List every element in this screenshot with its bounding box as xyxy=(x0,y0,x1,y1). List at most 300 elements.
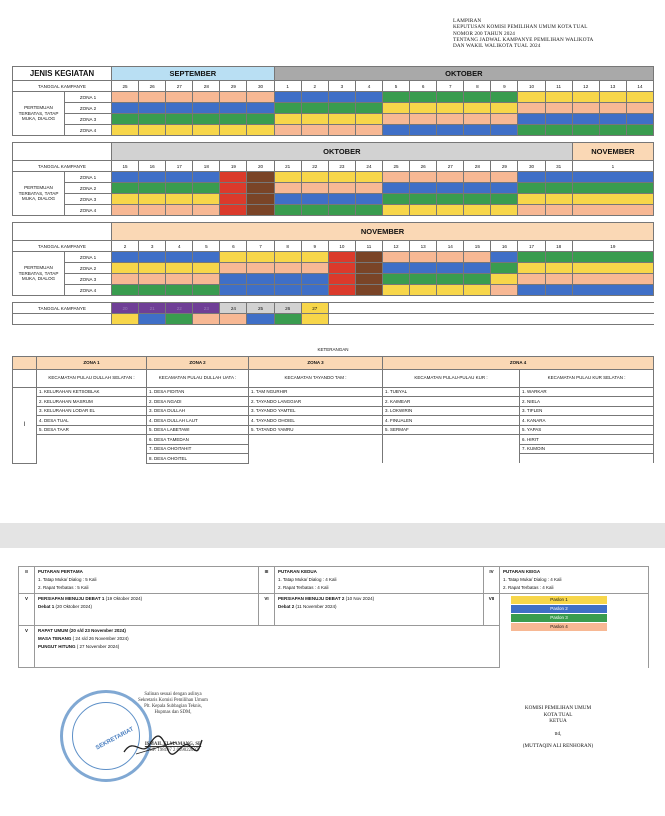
date-cell: 10 xyxy=(328,241,355,252)
schedule-cell-green xyxy=(545,183,572,194)
kpu-signature-block xyxy=(498,705,618,750)
schedule-cell-brown xyxy=(355,285,382,296)
date-cell: 24 xyxy=(220,303,247,314)
schedule-cell-orange xyxy=(572,205,653,216)
zone-label: ZONA 3 xyxy=(65,194,112,205)
zone-label: ZONA 2 xyxy=(65,183,112,194)
schedule-cell-orange xyxy=(355,183,382,194)
village-cell: 2. KAIMEAR xyxy=(383,397,520,407)
schedule-cell-orange xyxy=(437,172,464,183)
schedule-cell-blue xyxy=(572,172,653,183)
schedule-cell-orange xyxy=(464,252,491,263)
schedule-cell-yellow xyxy=(410,103,437,114)
schedule-cell-green xyxy=(193,183,220,194)
schedule-cell-blue xyxy=(139,103,166,114)
date-cell: 26 xyxy=(274,303,301,314)
debat-1-label-date: (20 Oktober 2024) xyxy=(55,604,93,609)
schedule-cell-orange xyxy=(410,172,437,183)
schedule-cell-blue xyxy=(220,103,247,114)
spacer-row xyxy=(13,136,654,143)
schedule-cell-orange xyxy=(220,263,247,274)
schedule-cell-orange xyxy=(383,252,410,263)
schedule-cell-yellow xyxy=(464,205,491,216)
village-cell: 5. YAPAS xyxy=(520,425,654,435)
date-cell: 10 xyxy=(518,81,545,92)
schedule-cell-yellow xyxy=(572,194,653,205)
zone-label: ZONA 2 xyxy=(65,103,112,114)
schedule-cell-brown xyxy=(355,274,382,285)
roman-vii: VII xyxy=(484,594,500,626)
date-cell: 20 xyxy=(247,161,274,172)
schedule-cell-green xyxy=(491,92,518,103)
schedule-cell-green xyxy=(383,92,410,103)
schedule-cell-yellow xyxy=(491,205,518,216)
date-cell: 28 xyxy=(193,81,220,92)
tanggal-kampanye-label: TANGGAL KAMPANYE xyxy=(13,241,112,252)
roman-v-second: V xyxy=(19,626,35,668)
village-cell xyxy=(383,435,520,445)
schedule-cell-yellow xyxy=(193,263,220,274)
schedule-cell-orange xyxy=(112,205,139,216)
schedule-cell-green xyxy=(518,125,545,136)
schedule-cell-blue xyxy=(464,183,491,194)
schedule-cell-yellow xyxy=(301,172,328,183)
schedule-cell-orange xyxy=(410,252,437,263)
schedule-cell-yellow xyxy=(545,194,572,205)
date-cell: 29 xyxy=(491,161,518,172)
schedule-cell-green xyxy=(599,125,626,136)
schedule-cell-green xyxy=(518,183,545,194)
date-cell: 21 xyxy=(139,303,166,314)
date-cell: 19 xyxy=(220,161,247,172)
schedule-cell-green xyxy=(355,205,382,216)
schedule-cell-orange xyxy=(328,125,355,136)
schedule-cell-yellow xyxy=(220,252,247,263)
schedule-cell-yellow xyxy=(464,285,491,296)
debat-2-title: PERSIAPAN MENUJU DEBAT 2 xyxy=(278,596,345,601)
schedule-cell-blue xyxy=(545,172,572,183)
schedule-cell-green xyxy=(166,183,193,194)
schedule-cell-blue xyxy=(247,314,274,325)
schedule-cell-red xyxy=(220,172,247,183)
date-cell: 25 xyxy=(112,81,139,92)
zone-header: ZONA 1 xyxy=(37,356,147,369)
schedule-cell-yellow xyxy=(518,263,545,274)
village-cell: 3. TAYANDO YAMTEL xyxy=(249,406,383,416)
schedule-cell-yellow xyxy=(491,103,518,114)
salinan-name: ISMAIL ELMAMANG, SE xyxy=(144,742,202,747)
schedule-cell-orange xyxy=(247,263,274,274)
schedule-cell-orange xyxy=(193,92,220,103)
schedule-cell-yellow xyxy=(626,92,653,103)
date-cell: 27 xyxy=(166,81,193,92)
schedule-cell-yellow xyxy=(410,285,437,296)
debat-1-label: Debat 1 xyxy=(38,604,55,609)
spacer-row xyxy=(13,296,654,303)
schedule-cell-green xyxy=(572,125,599,136)
schedule-cell-blue xyxy=(328,92,355,103)
date-cell: 2 xyxy=(112,241,139,252)
schedule-cell-yellow xyxy=(437,285,464,296)
schedule-cell-blue xyxy=(220,274,247,285)
schedule-cell-yellow xyxy=(355,114,382,125)
schedule-cell-yellow xyxy=(274,172,301,183)
schedule-cell-blue xyxy=(518,285,545,296)
date-cell: 13 xyxy=(599,81,626,92)
putaran-kedua xyxy=(275,567,484,594)
date-cell: 11 xyxy=(355,241,382,252)
date-cell: 18 xyxy=(193,161,220,172)
handwritten-signature-icon xyxy=(116,732,206,760)
schedule-cell-orange xyxy=(247,92,274,103)
schedule-cell-green xyxy=(464,274,491,285)
schedule-cell-blue xyxy=(572,114,599,125)
date-cell: 3 xyxy=(139,241,166,252)
schedule-table xyxy=(12,66,654,325)
schedule-cell-brown xyxy=(247,172,274,183)
schedule-cell-blue xyxy=(112,172,139,183)
village-cell xyxy=(383,454,520,464)
schedule-cell-orange xyxy=(545,103,572,114)
date-cell: 1 xyxy=(572,161,653,172)
date-cell: 15 xyxy=(112,161,139,172)
date-cell: 4 xyxy=(355,81,382,92)
tanggal-kampanye-label: TANGGAL KAMPANYE xyxy=(13,81,112,92)
schedule-cell-orange xyxy=(139,274,166,285)
zone-header: ZONA 3 xyxy=(249,356,383,369)
debat-2 xyxy=(275,594,484,626)
date-cell: 28 xyxy=(464,161,491,172)
paslon-legend xyxy=(500,594,649,668)
schedule-cell-blue xyxy=(464,125,491,136)
schedule-cell-blue xyxy=(437,125,464,136)
schedule-cell-red xyxy=(220,183,247,194)
schedule-cell-yellow xyxy=(328,114,355,125)
schedule-cell-green xyxy=(112,114,139,125)
kecamatan-header: KECAMATAN PULAU DULLAH SELATAN : xyxy=(37,369,147,387)
schedule-cell-green xyxy=(328,205,355,216)
village-cell: 4. FINUALEN xyxy=(383,416,520,426)
schedule-cell-yellow xyxy=(383,205,410,216)
schedule-cell-blue xyxy=(247,274,274,285)
schedule-cell-yellow xyxy=(572,263,653,274)
schedule-cell-orange xyxy=(437,114,464,125)
zone-label: ZONA 2 xyxy=(65,263,112,274)
schedule-cell-orange xyxy=(491,172,518,183)
schedule-cell-blue xyxy=(193,103,220,114)
schedule-cell-green xyxy=(301,205,328,216)
village-cell xyxy=(249,454,383,464)
schedule-cell-green xyxy=(437,274,464,285)
schedule-cell-blue xyxy=(112,252,139,263)
roman-iii: III xyxy=(259,567,275,594)
village-cell: 3. LOKWIRIN xyxy=(383,406,520,416)
schedule-cell-yellow xyxy=(112,194,139,205)
schedule-cell-orange xyxy=(112,92,139,103)
schedule-cell-green xyxy=(193,114,220,125)
schedule-cell-yellow xyxy=(437,205,464,216)
header-line: LAMPIRAN xyxy=(453,18,482,24)
date-cell: 14 xyxy=(626,81,653,92)
month-header: SEPTEMBER xyxy=(112,67,275,81)
date-cell: 16 xyxy=(139,161,166,172)
schedule-cell-blue xyxy=(247,285,274,296)
kegiatan-label: PERTEMUAN TERBATAS, TATAP MUKA, DIALOG xyxy=(13,92,65,136)
schedule-cell-orange xyxy=(572,274,653,285)
schedule-cell-orange xyxy=(274,263,301,274)
putaran-pertama xyxy=(35,567,259,594)
putaran-line: 1. Tatap Muka/ Dialog : 4 Kali xyxy=(503,577,562,582)
schedule-cell-blue xyxy=(410,183,437,194)
schedule-cell-yellow xyxy=(274,252,301,263)
schedule-cell-green xyxy=(112,285,139,296)
schedule-cell-red xyxy=(328,263,355,274)
schedule-cell-blue xyxy=(545,285,572,296)
schedule-cell-green xyxy=(545,125,572,136)
header-line: KEPUTUSAN KOMISI PEMILIHAN UMUM KOTA TUAL xyxy=(453,24,588,31)
schedule-cell-green xyxy=(193,285,220,296)
village-cell: 1. KELURAHAN KETSOBLAK xyxy=(37,387,147,397)
schedule-cell-orange xyxy=(518,274,545,285)
date-cell: 5 xyxy=(193,241,220,252)
schedule-cell-red xyxy=(328,285,355,296)
putaran-kedua-title: PUTARAN KEDUA xyxy=(278,569,317,574)
date-cell: 22 xyxy=(166,303,193,314)
schedule-cell-brown xyxy=(247,205,274,216)
header-line: DAN WAKIL WALIKOTA TUAL 2024 xyxy=(453,43,541,50)
schedule-cell-blue xyxy=(410,263,437,274)
village-cell xyxy=(383,444,520,454)
schedule-cell-blue xyxy=(626,114,653,125)
debat-2-label: Debat 2 xyxy=(278,604,295,609)
village-cell: 1. DESA FIDITAN xyxy=(147,387,249,397)
schedule-cell-orange xyxy=(491,114,518,125)
paslon-2-swatch: Paslon 2 xyxy=(511,605,607,613)
schedule-cell-blue xyxy=(193,172,220,183)
rapat-umum: RAPAT UMUM (20 s/d 23 November 2024) xyxy=(38,628,126,633)
kecamatan-header: KECAMATAN PULAU KUR SELATAN : xyxy=(520,369,654,387)
schedule-cell-blue xyxy=(193,252,220,263)
schedule-cell-orange xyxy=(437,252,464,263)
schedule-cell-blue xyxy=(355,194,382,205)
schedule-cell-orange xyxy=(193,205,220,216)
schedule-cell-green xyxy=(139,114,166,125)
schedule-cell-blue xyxy=(545,114,572,125)
schedule-cell-yellow xyxy=(139,263,166,274)
village-cell xyxy=(249,444,383,454)
schedule-cell-yellow xyxy=(112,314,139,325)
salinan-line: Salinan sesuai dengan aslinya xyxy=(144,692,202,697)
schedule-cell-orange xyxy=(599,103,626,114)
schedule-cell-yellow xyxy=(301,252,328,263)
zone-label: ZONA 4 xyxy=(65,125,112,136)
schedule-cell-yellow xyxy=(301,314,328,325)
keterangan-title: KETERANGAN xyxy=(317,347,349,353)
schedule-cell-orange xyxy=(328,183,355,194)
schedule-cell-orange xyxy=(626,103,653,114)
schedule-cell-orange xyxy=(464,114,491,125)
schedule-cell-green xyxy=(166,314,193,325)
schedule-cell-green xyxy=(464,194,491,205)
schedule-cell-yellow xyxy=(410,205,437,216)
schedule-cell-orange xyxy=(518,205,545,216)
schedule-cell-blue xyxy=(274,285,301,296)
schedule-cell-blue xyxy=(274,92,301,103)
zone-label: ZONA 1 xyxy=(65,92,112,103)
schedule-cell-blue xyxy=(139,252,166,263)
date-cell: 2 xyxy=(301,81,328,92)
kpu-ketua-name: (MUTTAQIN ALI RENHORAN) xyxy=(522,743,594,750)
kpu-line: KOMISI PEMILIHAN UMUM xyxy=(524,705,592,711)
schedule-cell-green xyxy=(410,194,437,205)
date-cell: 14 xyxy=(437,241,464,252)
header-line: NOMOR 200 TAHUN 2024 xyxy=(453,30,516,37)
schedule-cell-brown xyxy=(247,194,274,205)
kegiatan-label: PERTEMUAN TERBATAS, TATAP MUKA, DIALOG xyxy=(13,172,65,216)
schedule-cell-orange xyxy=(274,183,301,194)
schedule-cell-yellow xyxy=(437,103,464,114)
roman-v: V xyxy=(19,594,35,626)
village-cell xyxy=(37,435,147,445)
date-cell: 20 xyxy=(112,303,139,314)
schedule-cell-green xyxy=(491,194,518,205)
debat-2-date: (10 Nov 2024) xyxy=(345,596,375,601)
village-cell: 2. KELURAHAN MASRUM xyxy=(37,397,147,407)
village-cell: 7. DESA OHOITAHIT xyxy=(147,444,249,454)
village-cell: 6. DESA TAMEDAN xyxy=(147,435,249,445)
schedule-cell-brown xyxy=(247,183,274,194)
schedule-cell-green xyxy=(328,103,355,114)
zone-header: ZONA 2 xyxy=(147,356,249,369)
zone-label: ZONA 1 xyxy=(65,252,112,263)
seal-text: SEKRETARIAT xyxy=(95,726,135,752)
schedule-cell-blue xyxy=(599,114,626,125)
schedule-cell-green xyxy=(572,252,653,263)
schedule-cell-blue xyxy=(491,252,518,263)
schedule-cell-yellow xyxy=(355,172,382,183)
date-cell: 9 xyxy=(491,81,518,92)
paslon-1-swatch: Paslon 1 xyxy=(511,596,607,604)
schedule-cell-green xyxy=(301,103,328,114)
schedule-cell-green xyxy=(166,285,193,296)
date-cell: 12 xyxy=(572,81,599,92)
date-cell: 25 xyxy=(383,161,410,172)
schedule-cell-blue xyxy=(464,263,491,274)
schedule-cell-blue xyxy=(572,285,653,296)
schedule-cell-yellow xyxy=(247,125,274,136)
schedule-cell-green xyxy=(518,252,545,263)
schedule-cell-orange xyxy=(220,92,247,103)
date-cell: 12 xyxy=(383,241,410,252)
schedule-cell-green xyxy=(220,114,247,125)
schedule-cell-yellow xyxy=(518,194,545,205)
putaran-line: 1. Tatap Muka/ Dialog : 5 Kali xyxy=(38,577,97,582)
date-cell: 7 xyxy=(247,241,274,252)
village-cell: 2. DESA NGADI xyxy=(147,397,249,407)
schedule-cell-yellow xyxy=(491,274,518,285)
salinan-nip: NIP. 198107 2 009022007 xyxy=(147,748,199,753)
date-cell: 6 xyxy=(220,241,247,252)
schedule-cell-blue xyxy=(301,274,328,285)
debat-1-title: PERSIAPAN MENUJU DEBAT 1 xyxy=(38,596,105,601)
date-cell: 16 xyxy=(491,241,518,252)
village-cell: 5. TATANDO YAMRU xyxy=(249,425,383,435)
schedule-cell-blue xyxy=(139,314,166,325)
salinan-line: Plt. Kepala Subbagian Teknis, xyxy=(144,704,202,709)
schedule-cell-red xyxy=(328,274,355,285)
date-cell: 24 xyxy=(355,161,382,172)
schedule-cell-orange xyxy=(383,172,410,183)
roman-vi: VI xyxy=(259,594,275,626)
schedule-cell-orange xyxy=(301,125,328,136)
schedule-cell-green xyxy=(112,183,139,194)
date-cell: 18 xyxy=(545,241,572,252)
month-header: NOVEMBER xyxy=(112,223,654,241)
putaran-ketiga xyxy=(500,567,649,594)
kecamatan-header: KECAMATAN PULAU-PULAU KUR : xyxy=(383,369,520,387)
schedule-cell-blue xyxy=(383,125,410,136)
date-cell: 8 xyxy=(464,81,491,92)
putaran-line: 2. Rapat Terbatas : 4 Kali xyxy=(278,585,329,590)
schedule-cell-yellow xyxy=(112,125,139,136)
schedule-cell-green xyxy=(437,92,464,103)
village-cell: 4. KANARA xyxy=(520,416,654,426)
date-cell: 31 xyxy=(545,161,572,172)
schedule-cell-yellow xyxy=(274,114,301,125)
schedule-cell-green xyxy=(626,125,653,136)
schedule-cell-green xyxy=(572,183,653,194)
village-cell: 2. TAYANDO LANGGIAR xyxy=(249,397,383,407)
date-cell: 29 xyxy=(220,81,247,92)
schedule-cell-blue xyxy=(166,172,193,183)
schedule-cell-blue xyxy=(518,172,545,183)
schedule-cell-blue xyxy=(383,183,410,194)
bottom-info-table xyxy=(18,566,649,668)
masa-tenang-date: ( 24 s/d 26 November 2024) xyxy=(72,636,129,641)
date-cell: 19 xyxy=(572,241,653,252)
village-cell xyxy=(520,454,654,464)
kecamatan-header: KECAMATAN PULAU DULLAH UATA : xyxy=(147,369,249,387)
document-header xyxy=(453,18,658,49)
schedule-cell-blue xyxy=(491,125,518,136)
schedule-cell-yellow xyxy=(328,172,355,183)
date-cell: 13 xyxy=(410,241,437,252)
schedule-cell-orange xyxy=(572,103,599,114)
schedule-cell-green xyxy=(383,274,410,285)
schedule-cell-blue xyxy=(139,172,166,183)
schedule-cell-yellow xyxy=(383,285,410,296)
schedule-cell-yellow xyxy=(193,125,220,136)
village-cell xyxy=(37,444,147,454)
date-cell: 27 xyxy=(301,303,328,314)
schedule-cell-green xyxy=(464,92,491,103)
village-cell: 6. HIRIT xyxy=(520,435,654,445)
blank-cell xyxy=(13,369,37,387)
date-cell: 21 xyxy=(274,161,301,172)
date-cell: 25 xyxy=(247,303,274,314)
date-cell: 1 xyxy=(274,81,301,92)
schedule-cell-yellow xyxy=(464,103,491,114)
village-cell: 4. TAYANDO OHOIEL xyxy=(249,416,383,426)
month-header: OKTOBER xyxy=(274,67,653,81)
roman-ii: II xyxy=(19,567,35,594)
village-cell: 3. DESA DULLAH xyxy=(147,406,249,416)
salinan-line: Hupmas dan SDM, xyxy=(154,710,192,715)
schedule-cell-orange xyxy=(464,172,491,183)
schedule-cell-orange xyxy=(383,114,410,125)
kpu-line: ttd, xyxy=(554,730,562,737)
schedule-cell-green xyxy=(383,194,410,205)
